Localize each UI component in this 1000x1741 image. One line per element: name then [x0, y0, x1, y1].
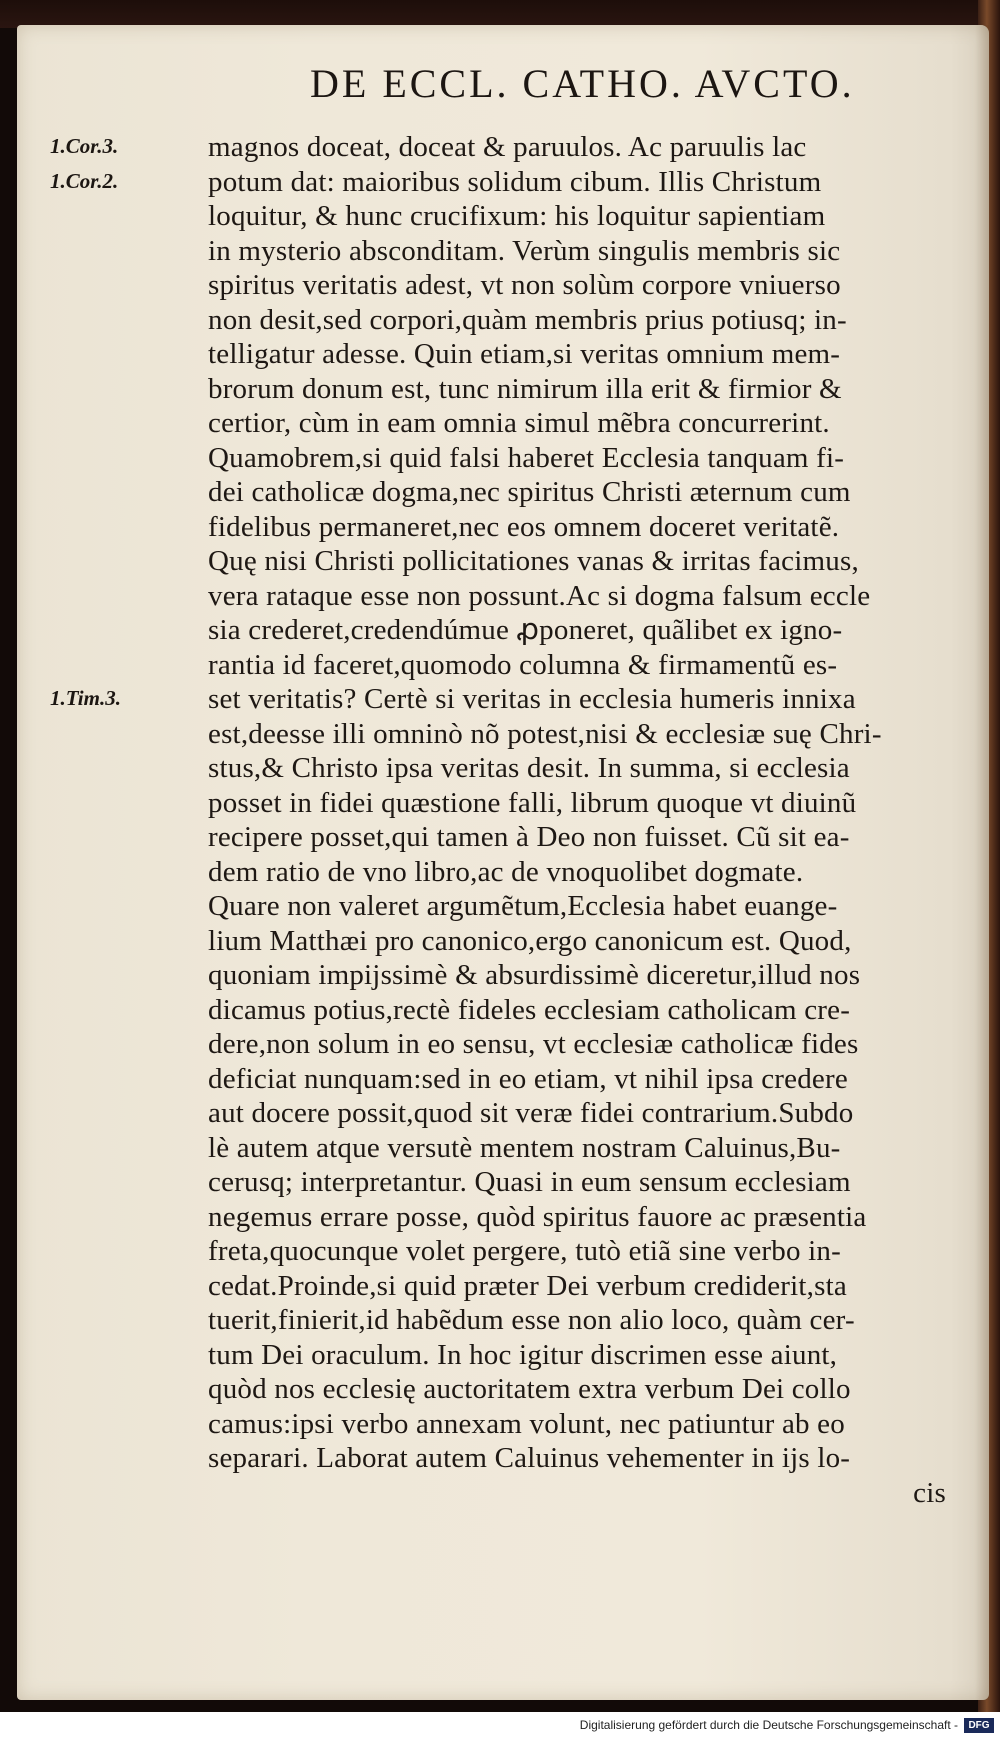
- text-line: lium Matthæi pro canonico,ergo canonicum est. Quod,: [208, 924, 852, 957]
- text-line: dere,non solum in eo sensu, vt ecclesiæ catholicæ fides: [208, 1028, 859, 1060]
- text-line: loquitur, & hunc crucifixum: his loquitur sapientiam: [208, 200, 826, 232]
- text-line: spiritus veritatis adest, vt non solùm corpore vniuerso: [208, 269, 841, 301]
- text-line: certior, cùm in eam omnia simul mẽbra concurrerint.: [208, 407, 830, 439]
- text-line: freta,quocunque volet pergere, tutò etiã sine verbo in-: [208, 1235, 841, 1267]
- text-line: posset in fidei quæstione falli, librum quoque vt diuinũ: [208, 786, 857, 819]
- body-text: [208, 130, 968, 1510]
- text-line: aut docere possit,quod sit veræ fidei contrarium.Subdo: [208, 1097, 854, 1129]
- text-line: deficiat nunquam:sed in eo etiam, vt nihil ipsa credere: [208, 1062, 848, 1095]
- text-line: tum Dei oraculum. In hoc igitur discrimen esse aiunt,: [208, 1338, 838, 1371]
- text-line: in mysterio absconditam. Verùm singulis membris sic: [208, 234, 841, 267]
- text-line: recipere posset,qui tamen à Deo non fuisset. Cũ sit ea-: [208, 821, 850, 853]
- text-line: brorum donum est, tunc nimirum illa erit & firmior &: [208, 372, 842, 405]
- margin-note: 1.Tim.3.: [50, 686, 121, 710]
- text-line: non desit,sed corpori,quàm membris prius potiusq; in-: [208, 303, 847, 336]
- footer-bar: [0, 1712, 1000, 1741]
- text-line: dicamus potius,rectè fideles ecclesiam catholicam cre-: [208, 993, 851, 1026]
- text-line: separari. Laborat autem Caluinus vehementer in ijs lo-: [208, 1442, 851, 1474]
- book-edge-top: [0, 0, 1000, 28]
- text-line: stus,& Christo ipsa veritas desit. In summa, si ecclesia: [208, 752, 850, 784]
- text-line: potum dat: maioribus solidum cibum. Illis Christum: [208, 165, 822, 198]
- text-line: rantia id faceret,quomodo columna & firmamentũ es-: [208, 648, 838, 681]
- text-line: quoniam impijssimè & absurdissimè diceretur,illud nos: [208, 959, 861, 991]
- dfg-logo: DFG: [964, 1718, 994, 1733]
- text-line: vera rataque esse non possunt.Ac si dogma falsum eccle: [208, 579, 871, 612]
- text-line: negemus errare posse, quòd spiritus fauore ac præsentia: [208, 1200, 867, 1233]
- text-line: set veritatis? Certè si veritas in ecclesia humeris innixa: [208, 683, 856, 715]
- text-line: Quę nisi Christi pollicitationes vanas & irritas facimus,: [208, 545, 859, 577]
- margin-note: 1.Cor.3.: [50, 134, 119, 158]
- text-line: cis: [913, 1476, 946, 1509]
- text-line: Quare non valeret argumẽtum,Ecclesia habet euange-: [208, 890, 838, 922]
- text-line: dei catholicæ dogma,nec spiritus Christi æternum cum: [208, 476, 851, 508]
- running-head: DE ECCL. CATHO. AVCTO.: [310, 61, 855, 106]
- text-line: tuerit,finierit,id habẽdum esse non alio loco, quàm cer-: [208, 1304, 855, 1336]
- text-line: dem ratio de vno libro,ac de vnoquolibet dogmate.: [208, 855, 804, 888]
- text-line: fidelibus permaneret,nec eos omnem doceret veritatẽ.: [208, 510, 840, 543]
- text-line: telligatur adesse. Quin etiam,si veritas omnium mem-: [208, 338, 841, 370]
- text-line: camus:ipsi verbo annexam volunt, nec patiuntur ab eo: [208, 1407, 845, 1440]
- text-line: cedat.Proinde,si quid præter Dei verbum crediderit,sta: [208, 1269, 847, 1302]
- margin-note: 1.Cor.2.: [50, 168, 119, 193]
- text-line: cerusq; interpretantur. Quasi in eum sensum ecclesiam: [208, 1166, 851, 1198]
- footer-credit: Digitalisierung gefördert durch die Deutsche Forschungsgemeinschaft -: [579, 1718, 958, 1732]
- text-line: est,deesse illi omninò nõ potest,nisi & ecclesiæ suę Chri-: [208, 717, 882, 750]
- text-line: sia crederet,credendúmue ꝓponeret, quãlibet ex igno-: [208, 614, 843, 646]
- page-fold-shadow: [975, 25, 989, 1700]
- text-line: magnos doceat, doceat & paruulos. Ac paruulis lac: [208, 131, 807, 163]
- text-line: Quamobrem,si quid falsi haberet Ecclesia tanquam fi-: [208, 441, 845, 474]
- text-line: lè autem atque versutè mentem nostram Caluinus,Bu-: [208, 1131, 841, 1164]
- text-line: quòd nos ecclesię auctoritatem extra verbum Dei collo: [208, 1373, 851, 1405]
